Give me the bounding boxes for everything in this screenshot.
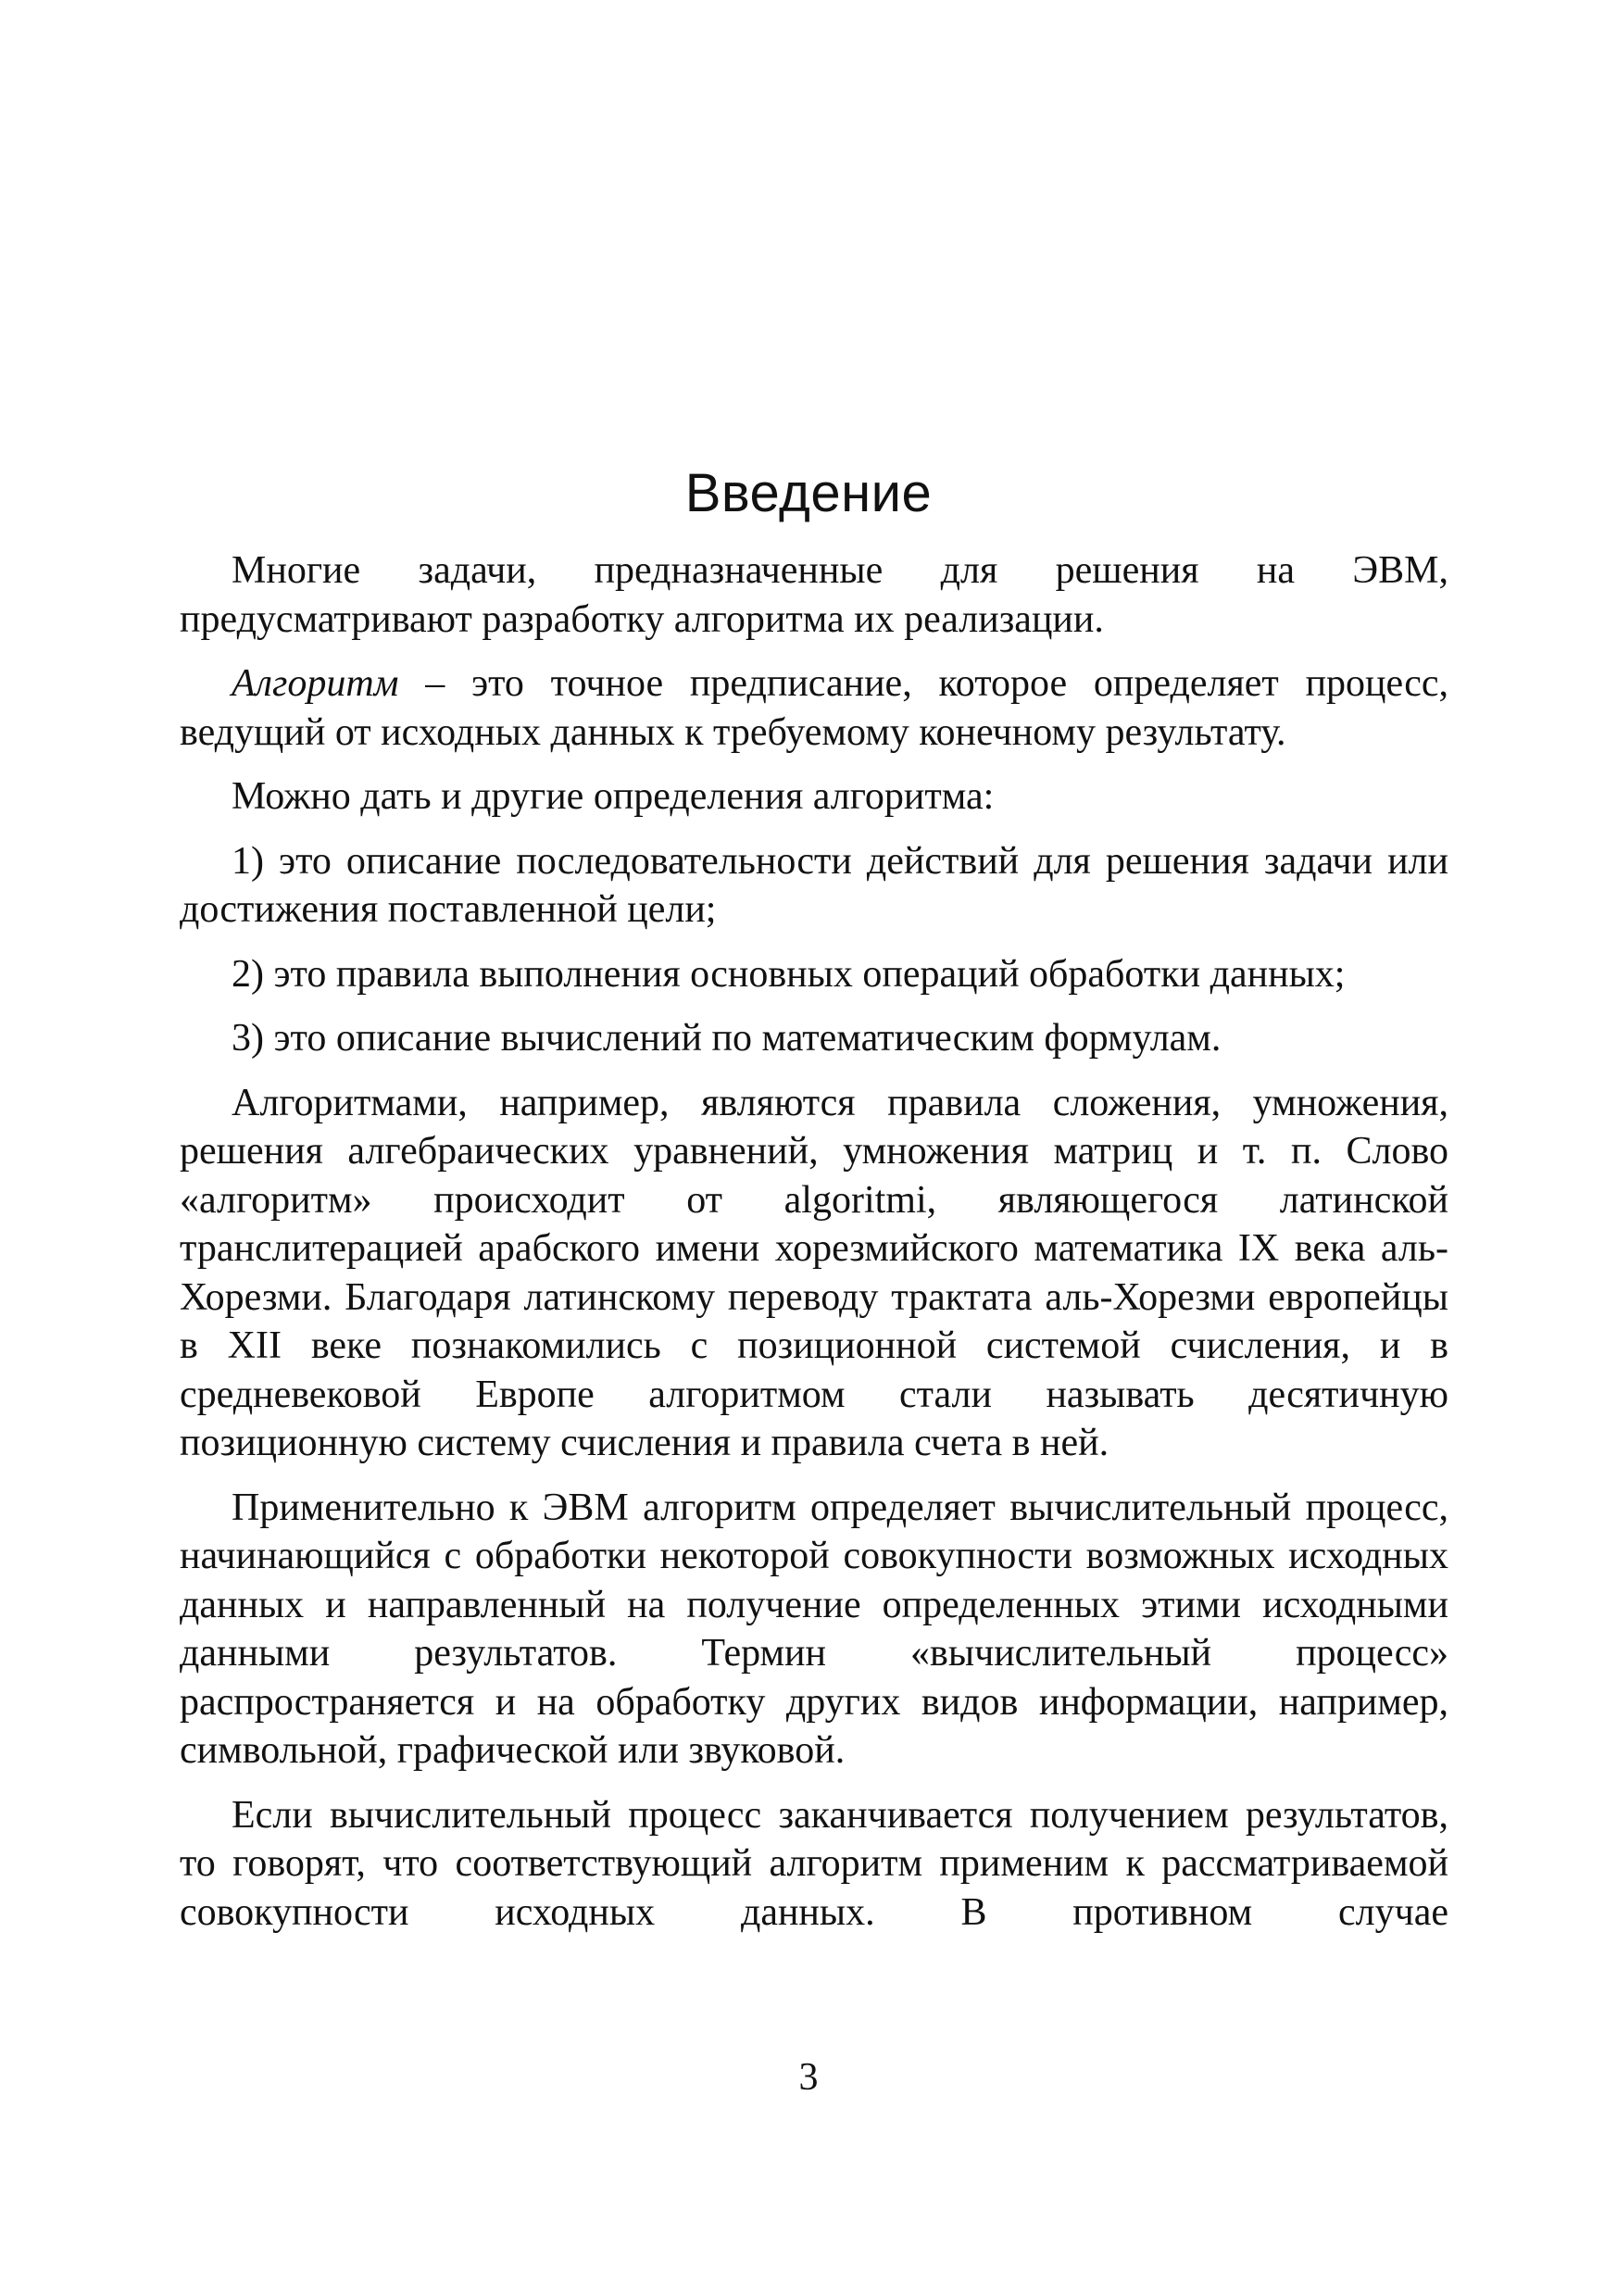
list-item-3 [180, 1014, 1448, 1063]
paragraph-1-text: Многие задачи, предназначенные для решения на ЭВМ, предусматривают разработку алгоритма их реализации. [180, 549, 1448, 641]
body-text [180, 546, 1448, 1952]
list-item-1 [180, 837, 1448, 935]
paragraph-history [180, 1079, 1448, 1468]
paragraph-computing [180, 1484, 1448, 1775]
paragraph-computing-text: Применительно к ЭВМ алгоритм определяет вычислительный процесс, начинающийся с обработки некоторой совокупности возможных исходных данных и направленный на получение определенных этими исходными данными результатов. Термин «вычислительный процесс» распространяется и на обработку других видов информации, например, символьной, графической или звуковой. [180, 1486, 1448, 1772]
paragraph-2-definition [180, 659, 1448, 757]
list-item-2-text: 2) это правила выполнения основных операций обработки данных; [232, 952, 1346, 996]
page-title: Введение [684, 463, 933, 523]
page-number: 3 [798, 2056, 819, 2099]
paragraph-applicability [180, 1791, 1448, 1938]
paragraph-3 [180, 772, 1448, 822]
paragraph-1 [180, 546, 1448, 644]
paragraph-applicability-text: Если вычислительный процесс заканчивается получением результатов, то говорят, что соответствующий алгоритм применим к рассматриваемой совокупности исходных данных. В противном случае [180, 1793, 1448, 1934]
paragraph-history-text: Алгоритмами, например, являются правила сложения, умножения, решения алгебраических уравнений, умножения матриц и т. п. Слово «алгоритм» происходит от algoritmi, являющегося латинской транслитерацией арабского имени хорезмийского математика IX века аль-Хорезми. Благодаря латинскому переводу трактата аль-Хорезми европейцы в XII веке познакомились с позиционной системой счисления, и в средневековой Европе алгоритмом стали называть десятичную позиционную систему счисления и правила счета в ней. [180, 1081, 1448, 1464]
list-item-3-text: 3) это описание вычислений по математическим формулам. [232, 1017, 1222, 1060]
paragraph-3-text: Можно дать и другие определения алгоритма: [232, 775, 995, 818]
paragraph-2-text: – это точное предписание, которое определяет процесс, ведущий от исходных данных к требуемому конечному результату. [180, 662, 1448, 754]
term-algorithm: Алгоритм [232, 662, 399, 705]
list-item-1-text: 1) это описание последовательности действий для решения задачи или достижения поставленной цели; [180, 839, 1448, 931]
list-item-2 [180, 950, 1448, 999]
